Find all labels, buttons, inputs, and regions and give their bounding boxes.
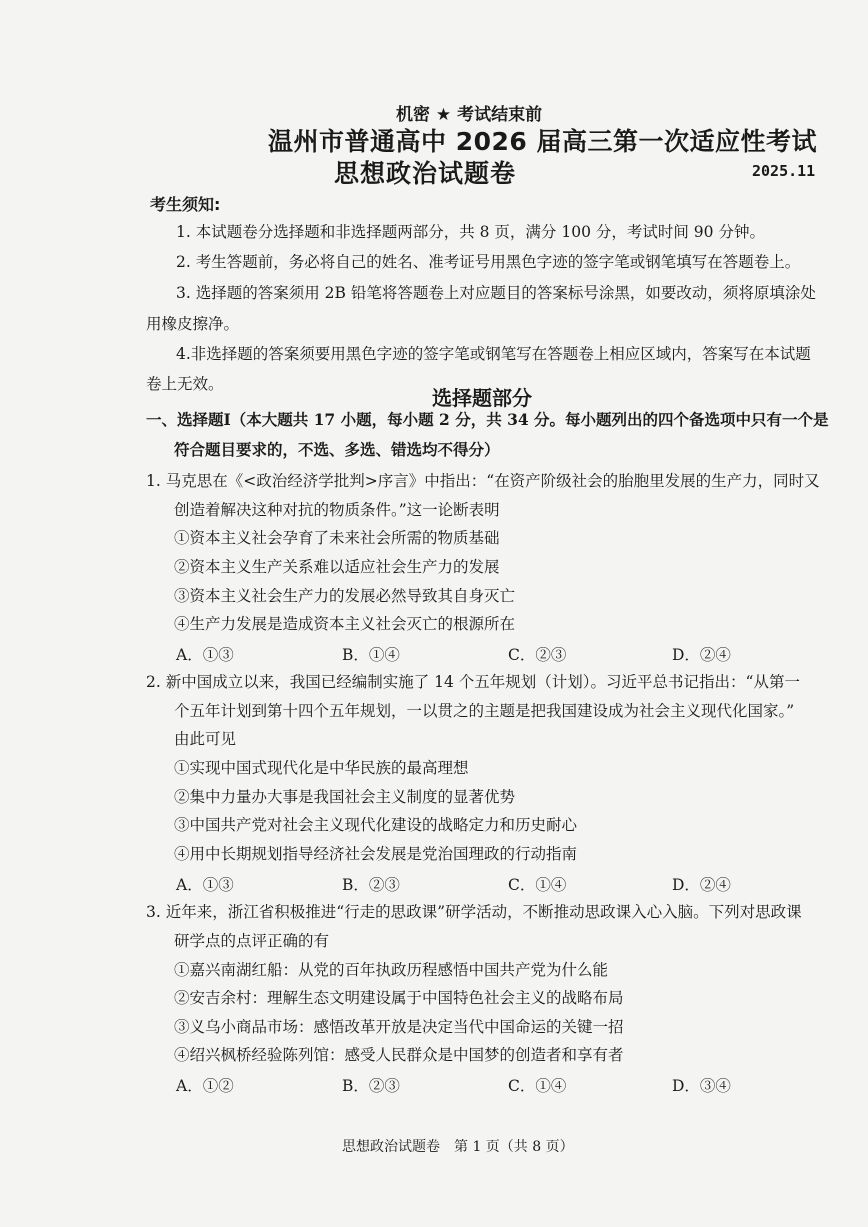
question-2-option-b[interactable]: B．②③ xyxy=(342,876,400,894)
question-3-option-c[interactable]: C．①④ xyxy=(508,1077,567,1095)
question-1-option-a[interactable]: A．①③ xyxy=(176,646,234,664)
question-1-statement-4: ④生产力发展是造成资本主义社会灭亡的根源所在 xyxy=(174,615,516,633)
question-1-statement-3: ③资本主义社会生产力的发展必然导致其自身灭亡 xyxy=(174,587,516,605)
question-1-statement-1: ①资本主义社会孕育了未来社会所需的物质基础 xyxy=(174,529,500,547)
question-2-option-a[interactable]: A．①③ xyxy=(176,876,234,894)
notice-item-2: 2. 考生答题前，务必将自己的姓名、准考证号用黑色字迹的签字笔或钢笔填写在答题卷上。 xyxy=(176,253,801,271)
question-1-statement-2: ②资本主义生产关系难以适应社会生产力的发展 xyxy=(174,558,500,576)
question-3-option-a[interactable]: A．①② xyxy=(176,1077,234,1095)
part-heading-cont: 符合题目要求的，不选、多选、错选均不得分） xyxy=(174,440,500,459)
question-2-statement-3: ③中国共产党对社会主义现代化建设的战略定力和历史耐心 xyxy=(174,816,578,834)
question-3-statement-3: ③义乌小商品市场：感悟改革开放是决定当代中国命运的关键一招 xyxy=(174,1018,624,1036)
question-1-option-d[interactable]: D．②④ xyxy=(672,646,731,664)
question-3-option-d[interactable]: D．③④ xyxy=(672,1077,731,1095)
question-2-statement-2: ②集中力量办大事是我国社会主义制度的显著优势 xyxy=(174,788,516,806)
notice-heading: 考生须知: xyxy=(150,195,221,214)
notice-item-1: 1. 本试题卷分选择题和非选择题两部分，共 8 页，满分 100 分，考试时间 90 分钟。 xyxy=(176,223,765,241)
confidential-label: 机密 ★ 考试结束前 xyxy=(396,105,543,125)
exam-title: 温州市普通高中 2026 届高三第一次适应性考试 xyxy=(268,127,817,156)
exam-subtitle: 思想政治试题卷 xyxy=(334,159,517,188)
question-2-statement-1: ①实现中国式现代化是中华民族的最高理想 xyxy=(174,759,469,777)
question-2-stem-cont: 个五年计划到第十四个五年规划，一以贯之的主题是把我国建设成为社会主义现代化国家。” xyxy=(174,702,795,720)
question-2-statement-4: ④用中长期规划指导经济社会发展是党治国理政的行动指南 xyxy=(174,845,578,863)
page-footer: 思想政治试题卷 第 1 页（共 8 页） xyxy=(342,1139,574,1155)
question-2-option-c[interactable]: C．①④ xyxy=(508,876,567,894)
question-1-option-b[interactable]: B．①④ xyxy=(342,646,400,664)
question-1-option-c[interactable]: C．②③ xyxy=(508,646,567,664)
notice-item-4: 4.非选择题的答案须要用黑色字迹的签字笔或钢笔写在答题卷上相应区域内，答案写在本试题 xyxy=(176,345,811,363)
question-1-stem: 1. 马克思在《<政治经济学批判>序言》中指出：“在资产阶级社会的胎胞里发展的生产力，同时又 xyxy=(146,472,820,490)
question-3-stem: 3. 近年来，浙江省积极推进“行走的思政课”研学活动，不断推动思政课入心入脑。下列对思政课 xyxy=(146,903,802,921)
question-3-stem-cont: 研学点的点评正确的有 xyxy=(174,932,330,950)
question-1-stem-cont: 创造着解决这种对抗的物质条件。”这一论断表明 xyxy=(174,501,500,519)
notice-item-4-cont: 卷上无效。 xyxy=(146,375,224,393)
notice-item-3: 3. 选择题的答案须用 2B 铅笔将答题卷上对应题目的答案标号涂黑，如要改动，须将原填涂处 xyxy=(176,284,816,302)
question-3-option-b[interactable]: B．②③ xyxy=(342,1077,400,1095)
question-3-statement-2: ②安吉余村：理解生态文明建设属于中国特色社会主义的战略布局 xyxy=(174,989,624,1007)
part-heading: 一、选择题Ⅰ（本大题共 17 小题，每小题 2 分，共 34 分。每小题列出的四个备选项中只有一个是 xyxy=(146,410,829,429)
section-title: 选择题部分 xyxy=(432,386,532,410)
exam-date: 2025.11 xyxy=(752,162,816,180)
question-3-statement-1: ①嘉兴南湖红船：从党的百年执政历程感悟中国共产党为什么能 xyxy=(174,961,609,979)
question-3-statement-4: ④绍兴枫桥经验陈列馆：感受人民群众是中国梦的创造者和享有者 xyxy=(174,1046,624,1064)
question-2-option-d[interactable]: D．②④ xyxy=(672,876,731,894)
question-2-stem-cont-2: 由此可见 xyxy=(174,730,237,748)
notice-item-3-cont: 用橡皮擦净。 xyxy=(146,315,240,333)
question-2-stem: 2. 新中国成立以来，我国已经编制实施了 14 个五年规划（计划）。习近平总书记指出：“从第一 xyxy=(146,673,800,691)
